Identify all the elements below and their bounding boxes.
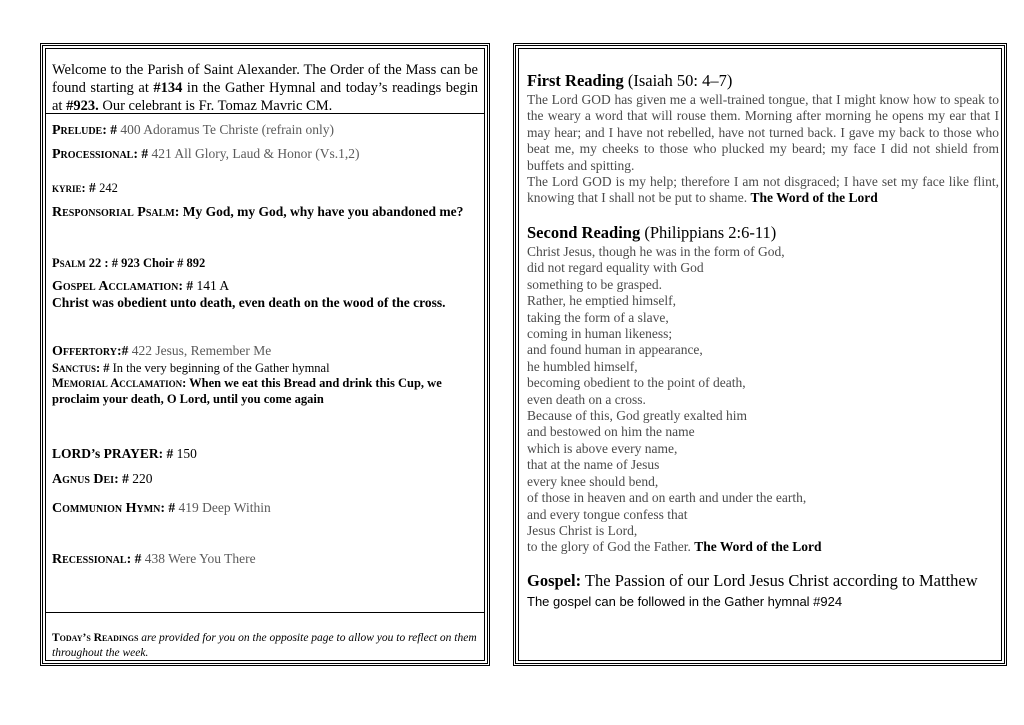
second-reading-title: Second Reading <box>527 223 641 242</box>
first-reading-paragraph-2 <box>527 174 999 207</box>
kyrie-label: kyrie: <box>52 181 86 195</box>
communion-hymn-value: 419 Deep Within <box>178 500 271 515</box>
hymnal-number: #134 <box>153 80 183 96</box>
agnus-dei-number-sign: # <box>118 471 133 486</box>
first-reading-reference: (Isaiah 50: 4–7) <box>623 71 733 90</box>
sanctus-number-sign: # <box>100 361 113 375</box>
gospel-acclamation-verse: Christ was obedient unto death, even death on the wood of the cross. <box>52 295 446 310</box>
second-reading-line: something to be grasped. <box>527 276 662 292</box>
prelude-value: 400 Adoramus Te Christe (refrain only) <box>120 122 335 137</box>
second-reading-line: did not regard equality with God <box>527 260 704 276</box>
second-reading-line: becoming obedient to the point of death, <box>527 375 746 391</box>
second-reading-line: and every tongue confess that <box>527 506 688 522</box>
sanctus-label: Sanctus: <box>52 361 101 375</box>
second-reading-line: even death on a cross. <box>527 391 646 407</box>
second-reading-line: Christ Jesus, though he was in the form of God, <box>527 244 785 259</box>
communion-hymn-line <box>52 499 478 517</box>
first-reading-heading <box>527 71 999 92</box>
prelude-line <box>52 121 478 139</box>
recessional-label: Recessional: <box>52 552 132 567</box>
second-reading-line: of those in heaven and on earth and under the earth, <box>527 490 807 506</box>
gospel-text: The Passion of our Lord Jesus Christ according to Matthew <box>581 571 978 590</box>
lords-prayer-number-sign: # <box>163 446 177 461</box>
second-reading-line: and found human in appearance, <box>527 342 703 358</box>
second-reading-line: Because of this, God greatly exalted him <box>527 408 748 424</box>
second-reading-line: every knee should bend, <box>527 473 659 489</box>
communion-hymn-label: Communion Hymn: <box>52 501 166 516</box>
second-reading-reference: (Philippians 2:6-11) <box>640 223 777 242</box>
first-reading-title: First Reading <box>527 71 624 90</box>
kyrie-line <box>52 179 478 197</box>
lords-prayer-line <box>52 445 478 462</box>
processional-line <box>52 145 478 163</box>
second-reading-line-last <box>527 539 999 555</box>
memorial-acclamation-line <box>52 375 478 407</box>
order-of-mass-panel <box>42 45 488 664</box>
gospel-title: Gospel: <box>527 571 582 590</box>
gospel-acclamation-number-sign: # <box>183 278 197 293</box>
lords-prayer-value: 150 <box>176 446 197 461</box>
second-reading-line: he humbled himself, <box>527 358 638 374</box>
recessional-line <box>52 550 478 568</box>
recessional-number-sign: # <box>131 551 145 566</box>
first-reading-paragraph-2-text: The Lord GOD is my help; therefore I am not disgraced; I have set my face like flint, knowing that I shall not be put to shame. <box>527 174 999 206</box>
kyrie-value: 242 <box>99 181 118 195</box>
psalm-label: Psalm 22 : <box>52 256 109 270</box>
gospel-acclamation-line <box>52 277 478 295</box>
first-reading-paragraph-1: The Lord GOD has given me a well-trained tongue, that I might know how to speak to the weary a word that will rouse them. Morning after morning he opens my ear that I may hear; and I have not rebelled, have not turned back. I gave my back to those who beat me, my cheeks to those who plucked my beard; my face I did not shield from buffets and spitting. <box>527 92 999 173</box>
footer-divider <box>46 612 484 613</box>
second-reading-last-line-text: to the glory of God the Father. <box>527 539 691 555</box>
second-reading-closing: The Word of the Lord <box>694 539 822 555</box>
second-reading-line: taking the form of a slave, <box>527 309 669 325</box>
sanctus-value: In the very beginning of the Gather hymnal <box>112 361 330 375</box>
lords-prayer-label: LORD’s PRAYER: <box>52 446 164 461</box>
responsorial-psalm-value: My God, my God, why have you abandoned me? <box>179 204 464 219</box>
prelude-number-sign: # <box>106 122 121 137</box>
welcome-text-3: Our celebrant is Fr. Tomaz Mavric CM. <box>98 98 333 114</box>
welcome-text <box>52 61 478 115</box>
second-reading-line: coming in human likeness; <box>527 326 673 342</box>
gospel-acclamation-value: 141 A <box>196 278 230 293</box>
readings-footer-label: Today’s Readings <box>52 632 139 644</box>
second-reading-line: Rather, he emptied himself, <box>527 293 677 309</box>
gospel-heading <box>527 571 999 592</box>
readings-panel <box>515 45 1005 664</box>
processional-number-sign: # <box>138 146 152 161</box>
readings-footer-text: are provided for you on the opposite page to allow you to reflect on them throughout the week. <box>52 632 477 659</box>
offertory-line <box>52 342 478 360</box>
readings-number: #923. <box>66 98 99 114</box>
memorial-acclamation-label: Memorial Acclamation: <box>52 376 187 390</box>
second-reading-line: which is above every name, <box>527 440 678 456</box>
prelude-label: Prelude: <box>52 123 107 138</box>
recessional-value: 438 Were You There <box>144 551 256 566</box>
divider <box>46 113 484 114</box>
offertory-label: Offertory: <box>52 344 122 359</box>
responsorial-psalm-line <box>52 203 478 221</box>
welcome-text-1: Welcome to the Parish of Saint Alexander. The Order of the Mass can be found starting at <box>52 62 478 96</box>
second-reading-line: Jesus Christ is Lord, <box>527 522 638 538</box>
first-reading-closing: The Word of the Lord <box>750 190 878 206</box>
offertory-value: 422 Jesus, Remember Me <box>131 343 272 358</box>
communion-hymn-number-sign: # <box>165 500 179 515</box>
agnus-dei-line <box>52 470 478 488</box>
processional-label: Processional: <box>52 147 139 162</box>
agnus-dei-label: Agnus Dei: <box>52 472 119 487</box>
psalm-value: # 923 Choir # 892 <box>108 256 206 270</box>
memorial-acclamation-value: When we eat this Bread and drink this Cup, we proclaim your death, O Lord, until you come again <box>52 376 442 406</box>
welcome-text-2: in the Gather Hymnal and today’s readings begin at <box>52 80 478 114</box>
processional-value: 421 All Glory, Laud & Honor (Vs.1,2) <box>151 146 360 161</box>
gospel-acclamation-label: Gospel Acclamation: <box>52 279 183 294</box>
second-reading-body <box>527 244 999 556</box>
second-reading-line: that at the name of Jesus <box>527 457 660 473</box>
agnus-dei-value: 220 <box>132 471 153 486</box>
gospel-hymnal-note: The gospel can be followed in the Gather hymnal #924 <box>527 594 843 609</box>
second-reading-heading <box>527 223 999 244</box>
second-reading-line: and bestowed on him the name <box>527 424 695 440</box>
first-reading-body <box>527 92 999 207</box>
offertory-number-sign: # <box>121 343 132 358</box>
responsorial-psalm-label: Responsorial Psalm: <box>52 205 180 220</box>
kyrie-number-sign: # <box>85 180 100 195</box>
psalm-line <box>52 254 478 272</box>
readings-footer-note <box>52 631 478 661</box>
